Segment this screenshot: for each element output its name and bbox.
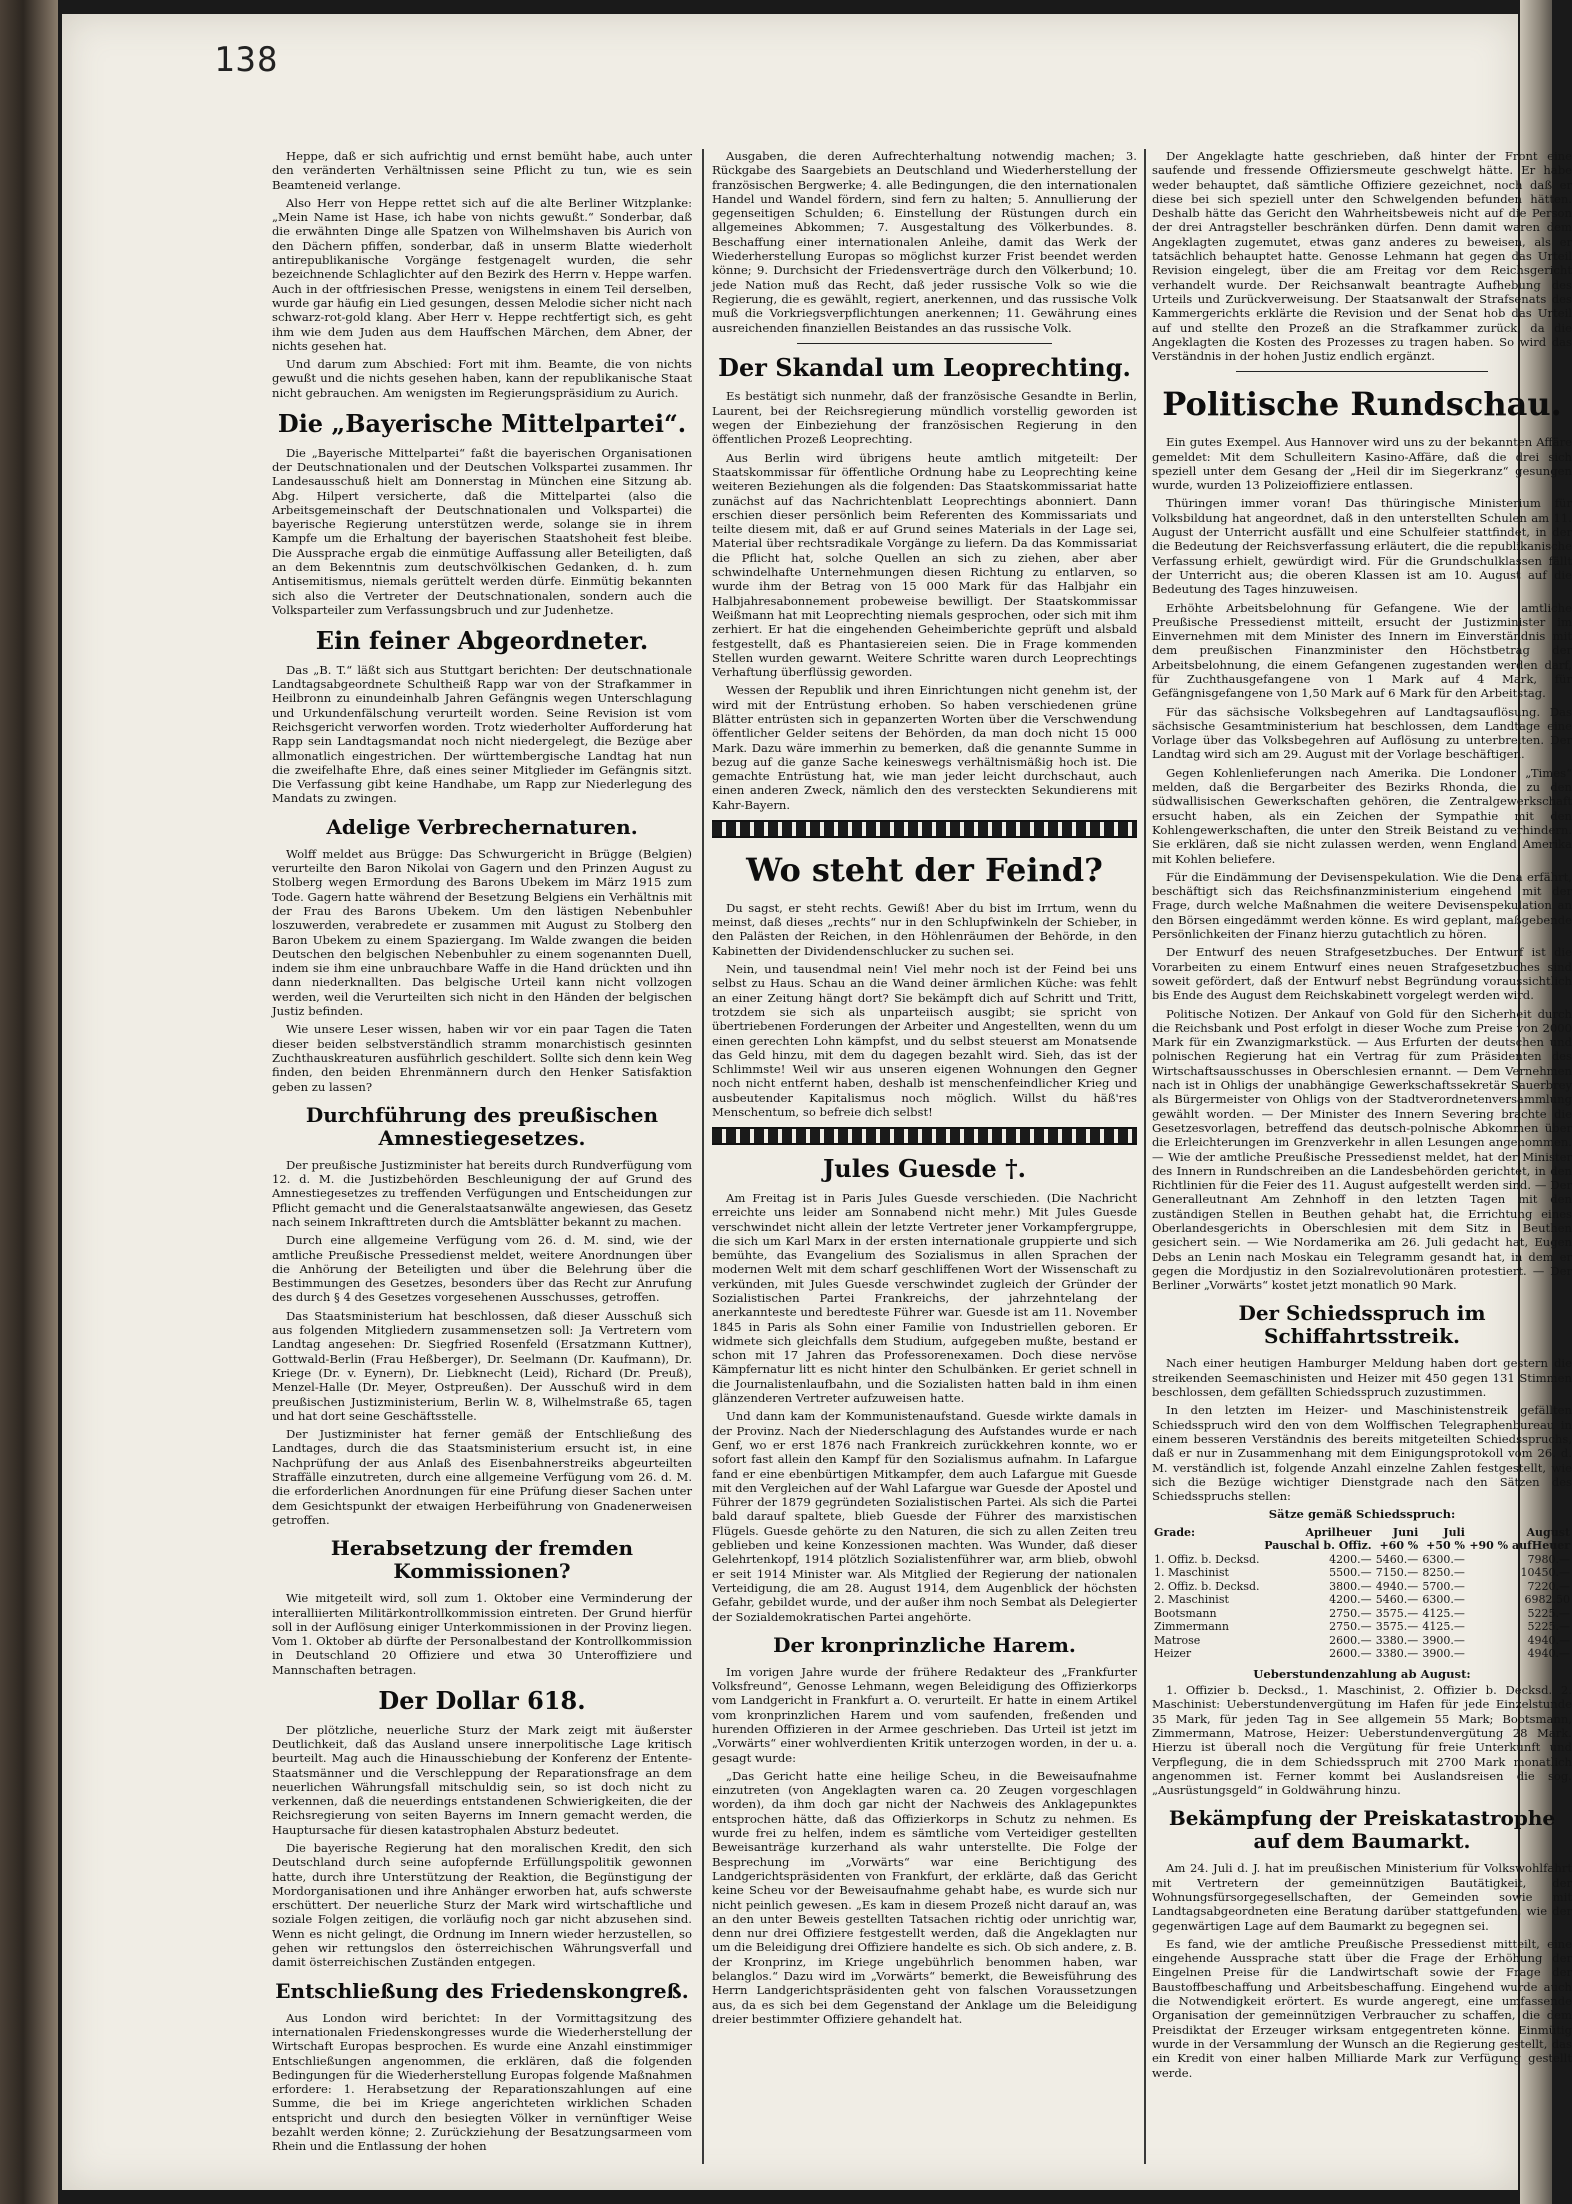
table-cell: 4200.— [1329,1552,1372,1566]
table-header-cell [1152,1539,1262,1553]
table-cell: 2600.— [1329,1633,1372,1647]
table-cell: 5460.— [1375,1552,1419,1566]
paragraph: Der Angeklagte hatte geschrieben, daß hinter der Front eine saufende und fressende Offiziersmeute geschwelgt hätte. Er habe weder behauptet, daß sämtliche Offiziere gezeichnet, noch daß er diese bei sich speziell unter den Schwelgenden befunden hätten. Deshalb hätte das Gericht den Wahrheitsbeweis nicht auf die Person der drei Antragsteller beschränken dürfen. Denn damit waren dem Angeklagten zugemutet, etwas ganz anderes zu beweisen, als er tatsächlich behauptet hatte. Genosse Lehmann hat gegen das Urteil Revision eingelegt, über die am Freitag vor dem Reichsgericht verhandelt wurde. Der Reichsanwalt beantragte Aufhebung des Urteils und Zurückverweisung. Der Staatsanwalt der Strafsenats des Kammergerichts erklärte die Revision und der Senat hob das Urteil auf und stellte den Prozeß an die Strafkammer zurück, da die Angeklagten die Kosten des Prozesses zu tragen haben. So wird das Verständnis in der hohen Justiz endlich ergänzt. [1152,149,1572,364]
paragraph: Und darum zum Abschied: Fort mit ihm. Beamte, die von nichts gewußt und die nichts gesehen haben, kann der republikanische Staat nicht gebrauchen. Am wenigsten im Regierungspräsidium zu Aurich. [272,357,692,400]
headline-amnestie: Durchführung des preußischen Amnestiegesetzes. [305,1102,659,1150]
paragraph: Wie mitgeteilt wird, soll zum 1. Oktober eine Verminderung der interalliierten Militärkontrollkommission eintreten. Der Grund hierfür soll in der Auflösung einiger Unterkommissionen in der Provinz liegen. Vom 1. Oktober ab dürfte der Personalbestand der Kontrollkommission in Deutschland 20 Offiziere und etwa 30 Unteroffiziere und Mannschaften betragen. [272,1591,692,1677]
wage-table-caption: Sätze gemäß Schiedsspruch: [1268,1507,1456,1522]
wage-table [1152,1526,1572,1661]
column-middle [712,149,1137,2164]
table-header-row [1152,1526,1572,1540]
table-cell: 3575.— [1375,1620,1419,1634]
table-cell: 5700.— [1422,1579,1465,1593]
paragraph: Politische Notizen. Der Ankauf von Gold für den Sicherheit durch die Reichsbank und Post erfolgt in dieser Woche zum Preise von 2000 Mark für ein Zwanzigmarkstück. — Aus Erfurten der deutschen und polnischen Regierung hat ein Vertrag für zum Präsidenten des Wirtschaftsausschusses in Oberschlesien ernannt. — Dem Vernehmen nach ist in Ohligs der unabhängige Gewerkschaftssekretär Sauerbrey als Bürgermeister von Ohligs von der Stadtverordnetenversammlung gewählt worden. — Der Minister des Innern Severing brachte die Gesetzesvorlagen, betreffend das deutsch-polnische Abkommen über die Erleichterungen im Grenzverkehr in allen Lesungen angenommen. — Wie der amtliche Preußische Pressedienst meldet, hat der Minister des Innern in Rundschreiben an die Landesbehörden gerichtet, in den Richtlinien für die Feier des 11. August aufgestellt werden sind. — Der Generalleutnant Am Zehnhoff in den letzten Tagen mit den zuständigen Stellen in Beuthen gehabt hat, die Errichtung eines Oberlandesgerichts in Oberschlesien mit dem Sitz in Beuthen gesichert sein. — Wie Nordamerika am 26. Juli gedacht hat, Eugen Debs an Lenin nach Moskau ein Telegramm gesandt hat, in dem er gegen die Mordjustiz in den Sozialrevolutionären protestiert. — Der Berliner „Vorwärts“ kostet jetzt monatlich 90 Mark. [1152,1006,1572,1293]
paragraph: Das Staatsministerium hat beschlossen, daß dieser Ausschuß sich aus folgenden Mitgliedern zusammensetzen soll: Ja Vertretern vom Landtag angesehen: Dr. Siegfried Rosenfeld (Ersatzmann Kuttner), Gottwald-Berlin (Frau Heßberger), Dr. Seelmann (Dr. Kaufmann), Dr. Kriege (Dr. v. Eynern), Dr. Liebknecht (Leid), Richard (Dr. Preuß), Menzel-Halle (Dr. Meyer, Ostpreußen). Der Ausschuß wird in dem preußischen Justizministerium, Berlin W. 8, Wilhelmstraße 65, tagen und hat dort seine Geschäftsstelle. [272,1308,692,1423]
ornament-rule [712,1127,1137,1145]
table-cell: 4940.— [1527,1647,1570,1661]
column-right [1152,149,1572,2164]
column-rule-left [702,149,704,2164]
table-row [1152,1647,1572,1661]
headline-guesde: Jules Guesde †. [822,1154,1027,1184]
paragraph: Nein, und tausendmal nein! Viel mehr noch ist der Feind bei uns selbst zu Haus. Schau an die Wand deiner ärmlichen Küche: was fehlt an einer Zeitung hängt dort? Sie bekämpft dich auf Schritt und Tritt, trotzdem sie sich als unparteiisch ausgibt; sie spricht von übertriebenen Forderungen der Arbeiter und Angestellten, wenn du um einen gerechten Lohn kämpfst, und du selbst steuerst am Monatsende das Geld hinzu, mit dem du dagegen bezahlt wird. Sieh, das ist der Schlimmste! Weil wir aus unseren eigenen Wohnungen den Gegner noch nicht entfernt haben, deshalb ist menschenfeindlicher Krieg und ausbeutender Kapitalismus noch möglich. Willst du häß'res Menschentum, so befreie dich selbst! [712,962,1137,1120]
newspaper-page [62,14,1572,2190]
headline-friedenskongress: Entschließung des Friedenskongreß. [275,1978,689,2003]
table-header-cell: +60 % [1379,1539,1419,1553]
table-cell: 7220.— [1527,1579,1570,1593]
table-cell: 5225.— [1527,1606,1570,1620]
headline-baumarkt: Bekämpfung der Preiskatastrophe auf dem Baumarkt. [1168,1806,1556,1854]
table-header-cell: Grade: [1154,1525,1196,1539]
paragraph: Das „B. T.“ läßt sich aus Stuttgart berichten: Der deutschnationale Landtagsabgeordnete Schultheiß Rapp war von der Strafkammer in Heilbronn zu einundeinhalb Jahren Gefängnis wegen Unterschlagung und Urkundenfälschung verurteilt worden. Seine Revision ist vom Reichsgericht verworfen worden. Trotz wiederholter Aufforderung hat Rapp sein Landtagsmandat noch nicht niedergelegt, die Bezüge aber allmonatlich eingestrichen. Der württembergische Landtag hat nun die zweifelhafte Ehre, daß eines seiner Mitglieder im Gefängnis sitzt. Die Verfassung gibt keine Handhabe, um Rapp zur Niederlegung des Mandats zu zwingen. [272,662,692,806]
paragraph: Am 24. Juli d. J. hat im preußischen Ministerium für Volkswohlfahrt mit Vertretern der gemeinnützigen Bautätigkeit, der Wohnungsfürsorgegesellschaften, der Gemeinden sowie mit Landtagsabgeordneten eine Beratung darüber stattgefunden, wie der gegenwärtigen Lage auf dem Baumarkt zu begegnen sei. [1152,1861,1572,1933]
paragraph: Die „Bayerische Mittelpartei“ faßt die bayerischen Organisationen der Deutschnationalen und der Deutschen Volkspartei zusammen. Ihr Landesausschuß hielt am Donnerstag in München eine Sitzung ab. Abg. Hilpert versicherte, daß die Mittelpartei (also die Arbeitsgemeinschaft der Deutschnationalen und Volkspartei) die bayerische Regierung unterstützen werde, solange sie in ihrem Kampfe um die Erhaltung der bayerischen Staatshoheit fest bleibe. Die Aussprache ergab die einmütige Auffassung aller Beteiligten, daß an dem Bekenntnis zum deutschvölkischen Gedanken, d. h. zum Antisemitismus, niemals gerüttelt werden dürfe. Einmütig bekannten sich also die Vertreter der Deutschnationalen, sondern auch die Volksparteiler zum Verfassungsbruch und zur Judenhetze. [272,445,692,617]
table-cell: 4125.— [1422,1620,1465,1634]
table-cell: 2750.— [1329,1606,1372,1620]
headline-skandal: Der Skandal um Leoprechting. [718,352,1131,382]
table-row [1152,1566,1572,1580]
headline-feind: Wo steht der Feind? [746,851,1103,890]
table-cell: 3900.— [1422,1633,1465,1647]
paragraph: Für die Eindämmung der Devisenspekulation. Wie die Dena erfährt, beschäftigt sich das Reichsfinanzministerium eingehend mit der Frage, durch welche Maßnahmen die weitere Devisenspekulation an den Börsen eingedämmt werden könne. Es wird geplant, maßgebende Persönlichkeiten der Finanz hierzu gutachtlich zu hören. [1152,869,1572,942]
paragraph: Aus London wird berichtet: In der Vormittagsitzung des internationalen Friedenskongresses wurde die Wiederherstellung der Wirtschaft Europas besprochen. Es wurde eine Anzahl einstimmiger Entschließungen angenommen, die erklären, daß die folgenden Bedingungen für die Wiederherstellung Europas folgende Maßnahmen erfordere: 1. Herabsetzung der Reparationszahlungen auf eine Summe, die bei im Kriege angerichteten wirklichen Schaden entspricht und durch den besiegten Völker in vernünftiger Weise bezahlt werden könne; 2. Zurückziehung der Besatzungsarmeen vom Rhein und die Entlassung der hohen [272,2010,692,2154]
paragraph: Der Entwurf des neuen Strafgesetzbuches. Der Entwurf ist die Vorarbeiten zu einem Entwurf eines neuen Strafgesetzbuches sind soweit gefördert, daß der Entwurf nebst Begründung voraussichtlich bis Ende des August dem Reichskabinett vorgelegt werden wird. [1152,945,1572,1003]
table-cell: 6300.— [1422,1593,1465,1607]
table-row [1152,1553,1572,1567]
paragraph: Du sagst, er steht rechts. Gewiß! Aber du bist im Irrtum, wenn du meinst, daß dieses „rechts“ nur in den Schlupfwinkeln der Schieber, in den Palästen der Reichen, in den Höhlenräumen der Behörde, in den Kabinetten der Dividendenschlucker zu suchen sei. [712,900,1137,958]
paragraph: Für das sächsische Volksbegehren auf Landtagsauflösung. Das sächsische Gesamtministerium hat beschlossen, dem Landtage eine Vorlage über das Volksbegehren auf Auflösung zu unterbreiten. Der Landtag wird sich am 29. August mit der Vorlage beschäftigen. [1152,704,1572,762]
paragraph: Nach einer heutigen Hamburger Meldung haben dort gestern die streikenden Seemaschinisten und Heizer mit 450 gegen 131 Stimmen beschlossen, dem gefällten Schiedsspruch zuzustimmen. [1152,1356,1572,1400]
paragraph: Erhöhte Arbeitsbelohnung für Gefangene. Wie der amtliche Preußische Pressedienst mitteilt, ersucht der Justizminister im Einvernehmen mit dem Minister des Innern im Einverständnis mit dem preußischen Finanzminister den Höchstbetrag der Arbeitsbelohnung, die einem Gefangenen zugestanden werden darf, für Zuchthausgefangene von 1 Mark auf 4 Mark, für Gefängnisgefangene von 1,50 Mark auf 6 Mark für den Arbeitstag. [1152,600,1572,701]
table-cell: Heizer [1154,1647,1192,1661]
paragraph: Thüringen immer voran! Das thüringische Ministerium für Volksbildung hat angeordnet, daß in den unterstellten Schulen am 11. August der Unterricht ausfällt und eine Schulfeier stattfindet, in der die Bedeutung der Reichsverfassung erläutert, die die republikanische Verfassung erhielt, gewürdigt wird. Für die Grundschulklassen fällt der Unterricht aus; die oberen Klassen ist am 10. August auf die Bedeutung des Tages hinzuweisen. [1152,496,1572,597]
table-header-cell: Juli [1443,1525,1465,1539]
table-cell: 10450.— [1520,1566,1570,1580]
table-cell: 7980.— [1527,1552,1570,1566]
table-cell: 7150.— [1375,1566,1419,1580]
table-cell: Zimmermann [1154,1620,1229,1634]
paragraph: Am Freitag ist in Paris Jules Guesde verschieden. (Die Nachricht erreichte uns leider am Sonnabend nicht mehr.) Mit Jules Guesde verschwindet nicht allein der letzte Vertreter jener Vorkampfergruppe, die sich um Karl Marx in der ersten internationale gruppierte und sich bemühte, das Evangelium des Sozialismus in allen Sprachen der modernen Welt mit dem scharf geschliffenen Wort der Wissenschaft zu verkünden, mit Jules Guesde verschwindet zugleich der Gründer der Sozialistischen Partei Frankreichs, der jahrzehntelang der anerkannteste und beredteste Führer war. Guesde ist am 11. November 1845 in Paris als Sohn einer Familie von Industriellen geboren. Er widmete sich gleichfalls dem Studium, aufgegeben mußte, bestand er schon mit 17 Jahren das Professorenexamen. Doch diese nervöse Kämpfernatur litt es nicht hinter den Schulbänken. Er geriet schnell in die Journalistenlaufbahn, und die Sozialisten hatten bald in ihm einen glänzenderen Vertreter aufzuweisen hatte. [712,1190,1137,1406]
table-cell: 2. Maschinist [1154,1593,1229,1607]
table-cell: 3380.— [1375,1633,1419,1647]
table-cell: 2. Offiz. b. Decksd. [1154,1579,1260,1593]
separator [797,343,1052,344]
table-cell: 2600.— [1329,1647,1372,1661]
intro-article [272,149,692,400]
paragraph: Gegen Kohlenlieferungen nach Amerika. Die Londoner „Times“ melden, daß die Bergarbeiter des Bezirks Rhonda, die zu den südwallisischen Gewerkschaften gehören, die Zentralgewerkschaft ersucht haben, als ein Zeichen der Sympathie mit den Kohlengewerkschaften, die unter den Streik Beistand zu verhindern. Sie erklären, daß sie nicht zulassen werden, wenn England Amerika mit Kohlen beliefere. [1152,765,1572,866]
table-cell: 6300.— [1422,1552,1465,1566]
table-cell: 4200.— [1329,1593,1372,1607]
page-number: 138 [214,40,279,80]
paragraph: In den letzten im Heizer- und Maschinistenstreik gefällten Schiedsspruch wird den von dem Wolffischen Telegraphenbureau in einem besseren Verständnis des bereits mitgeteilten Schiedsspruchs, daß er nur in Zusammenhang mit dem Einigungsprotokoll vom 26. d. M. verständlich ist, folgende Anzahl einzelne Zahlen festgestellt, wie sich die Bezüge wichtiger Dienstgrade nach den Sätzen des Schiedsspruchs stellen: [1152,1403,1572,1504]
headline-schiedsspruch: Der Schiedsspruch im Schiffahrtsstreik. [1238,1301,1486,1349]
table-header-cell: Aprilheuer [1305,1525,1372,1539]
paragraph: Heppe, daß er sich aufrichtig und ernst bemüht habe, auch unter den veränderten Verhältnissen seine Pflicht zu tun, wie es sein Beamteneid verlange. [272,149,692,192]
paragraph: Die bayerische Regierung hat den moralischen Kredit, den sich Deutschland durch seine aufopfernde Erfüllungspolitik gewonnen hatte, durch ihre Unterstützung der Reaktion, die Begünstigung der Mordorganisationen und ihre Anhänger erworben hat, aufs schwerste erschüttert. Der neuerliche Sturz der Mark wird wirtschaftliche und soziale Folgen zeitigen, die vorläufig noch gar nicht abzusehen sind. Wenn es nicht gelingt, die Ordnung im Innern wieder herzustellen, so gehen wir rettungslos den österreichischen Währungsverfall und damit österreichischen Zuständen entgegen. [272,1840,692,1970]
table-cell: 8250.— [1422,1566,1465,1580]
table-header-cell: Juni [1392,1525,1419,1539]
table-cell: 1. Maschinist [1154,1566,1229,1580]
separator [1236,371,1488,372]
paragraph: Der preußische Justizminister hat bereits durch Rundverfügung vom 12. d. M. die Justizbehörden Beschleunigung der auf Grund des Amnestiegesetzes zu treffenden Verfügungen und Entscheidungen zur Pflicht gemacht und die Generalstaatsanwälte angewiesen, das Gesetz nach seinem Inkrafttreten durch die Amtsblätter bekannt zu machen. [272,1157,692,1229]
paragraph: Wessen der Republik und ihren Einrichtungen nicht genehm ist, der wird mit der Entrüstung erhoben. So haben verschiedenen grüne Blätter entrüsten sich in gepanzerten Worten über die Verschwendung öffentlicher Gelder seitens der Behörden, da man doch nicht 15 000 Mark. Dazu wäre immerhin zu bemerken, daß die genannte Summe in bezug auf die ganze Sache keineswegs verhältnismäßig hoch ist. Die gemachte Entrüstung hat, wie man jeder leicht durchschaut, auch einen anderen Zweck, nämlich den des versteckten Sekundierens mit Kahr-Bayern. [712,683,1137,812]
paragraph: Aus Berlin wird übrigens heute amtlich mitgeteilt: Der Staatskommissar für öffentliche Ordnung habe zu Leoprechting keine weiteren Beziehungen als die folgenden: Das Staatskommissariat hatte zunächst auf das Nachrichtenblatt Leoprechtings abonniert. Dann erschien dieser persönlich beim Referenten des Kommissariats und teilte diesem mit, daß er auf Grund seines Materials in der Lage sei, Material über rechtsradikale Vorgänge zu liefern. Da das Kommissariat die Pflicht hat, solche Quellen an sich zu ziehen, aber aber schwindelhafte Unternehmungen diesen Richtung zu entlarven, so wurde ihm der Betrag von 15 000 Mark für das Halbjahr ein Halbjahresabonnement probeweise bewilligt. Der Staatskommissar Weißmann hat mit Leoprechting niemals gesprochen, oder sich mit ihm zerhiert. Er hat die eingehenden Geheimberichte geprüft und alsbald festgestellt, daß es Phantasiereien seien. Die in Frage kommenden Stellen wurden gewarnt. Weitere Schritte waren durch Leoprechtings Verhaftung überflüssig geworden. [712,450,1137,680]
table-row [1152,1580,1572,1594]
headline-kommissionen: Herabsetzung der fremden Kommissionen? [330,1536,634,1584]
table-header-cell: Pauschal b. Offiz. [1264,1539,1372,1553]
headline-dollar: Der Dollar 618. [378,1686,586,1716]
table-subheader-row [1152,1539,1572,1553]
table-row [1152,1593,1572,1607]
paragraph: Der Justizminister hat ferner gemäß der Entschließung des Landtages, durch die das Staatsministerium ersucht ist, in eine Nachprüfung der aus Anlaß des Eisenbahnerstreiks abgeurteilten Straffälle einzutreten, durch eine allgemeine Verfügung vom 26. d. M. die erforderlichen Anordnungen für eine Prüfung dieser Sachen unter dem Gesichtspunkt der etwaigen Herbeiführung von Gnadenerweisen getroffen. [272,1427,692,1527]
headline-harem: Der kronprinzliche Harem. [773,1632,1076,1657]
table-cell: 6982.50 [1524,1593,1570,1607]
headline-abgeordneter: Ein feiner Abgeordneter. [315,626,649,656]
paragraph: Wie unsere Leser wissen, haben wir vor ein paar Tagen die Taten dieser beiden selbstverständlich stramm monarchistisch gesinnten Zuchthauskreaturen ausführlich geschildert. Sollte sich denn kein Weg finden, den beiden Ehrenmännern durch den Henker Satisfaktion geben zu lassen? [272,1022,692,1094]
table-cell: 5500.— [1329,1566,1372,1580]
table-header-cell: +50 % [1426,1539,1465,1553]
paragraph: Im vorigen Jahre wurde der frühere Redakteur des „Frankfurter Volksfreund“, Genosse Lehmann, wegen Beleidigung des Offizierkorps vom Landgericht in Frankfurt a. O. verurteilt. Er hatte in einem Artikel vom kronprinzlichen Harem und vom saufenden, freßenden und hurenden Offizieren in der Armee geschrieben. Das Urteil ist jetzt im „Vorwärts“ einer wohlverdienten Kritik unterzogen worden, in der u. a. gesagt wurde: [712,1664,1137,1765]
paragraph: Es bestätigt sich nunmehr, daß der französische Gesandte in Berlin, Laurent, bei der Reichsregierung mündlich vorstellig geworden ist wegen der Einbeziehung der französischen Regierung in den öffentlichen Prozeß Leoprechting. [712,389,1137,447]
column-rule-right [1144,149,1146,2164]
paragraph: Ein gutes Exempel. Aus Hannover wird uns zu der bekannten Affäre gemeldet: Mit dem Schulleitern Kasino-Affäre, daß die drei sich speziell unter dem Gesang der „Heil dir im Siegerkranz“ gesungen wurde, wurden 13 Polizeioffiziere entlassen. [1152,435,1572,493]
table-cell: 3380.— [1375,1647,1419,1661]
table-cell: 4940.— [1375,1579,1419,1593]
table-row [1152,1620,1572,1634]
table-header-cell: +90 % aufHeuer [1469,1539,1570,1553]
table-cell: 5225.— [1527,1620,1570,1634]
table-cell: 2750.— [1329,1620,1372,1634]
table-cell: 3575.— [1375,1606,1419,1620]
paragraph: Ausgaben, die deren Aufrechterhaltung notwendig machen; 3. Rückgabe des Saargebiets an Deutschland und Wiederherstellung der französischen Bergwerke; 4. alle Bedingungen, die den internationalen Handel und Wandel fördern, sind fern zu halten; 5. Annullierung der gegenseitigen Schulden; 6. Einstellung der Rüstungen durch ein allgemeines Abkommen; 7. Ausgestaltung des Völkerbundes. 8. Beschaffung einer internationalen Anleihe, damit das Werk der Wiederherstellung Europas so möglichst kurzer Frist beendet werden könne; 9. Durchsicht der Friedensverträge durch den Völkerbund; 10. jede Nation muß das Recht, daß jeder russische Volk so wie die Regierung, die es gewählt, regiert, anerkennen, und das russische Volk muß die Vorkriegsverpflichtungen anerkennen; 11. Gewährung eines ausreichenden finanziellen Beistandes an das russische Volk. [712,149,1137,335]
paragraph: Der plötzliche, neuerliche Sturz der Mark zeigt mit äußerster Deutlichkeit, daß das Ausland unsere innerpolitische Lage kritisch beurteilt. Mag auch die Hinausschiebung der Konferenz der Entente-Staatsmänner und die Verschleppung der Reparationsfrage an dem neuerlichen Währungsfall mitschuldig sein, so ist doch nicht zu verkennen, daß die neuerdings entstandenen Schwierigkeiten, die der Reichsregierung von seiten Bayerns im Innern gemacht werden, die Hauptursache für diesen katastrophalen Absturz bedeutet. [272,1722,692,1837]
paragraph: 1. Offizier b. Decksd., 1. Maschinist, 2. Offizier b. Decksd. 2. Maschinist: Ueberstundenvergütung im Hafen für jede Einzelstunde 35 Mark, für jeden Tag in See allgemein 55 Mark; Bootsmann, Zimmermann, Matrose, Heizer: Ueberstundenvergütung 28 Mark. Hierzu ist überall noch die Vergütung für freie Unterkunft und Verpflegung, die in dem Schiedsspruch mit 2700 Mark monatlich angenommen ist. Ferner kommt bei Auslandsreisen die sog. „Ausrüstungsgeld“ in Goldwährung hinzu. [1152,1683,1572,1798]
table-cell: 5460.— [1375,1593,1419,1607]
table-cell: 3800.— [1329,1579,1372,1593]
paragraph: Und dann kam der Kommunistenaufstand. Guesde wirkte damals in der Provinz. Nach der Niederschlagung des Aufstandes wurde er nach Genf, wo er erst 1876 nach Frankreich zurückkehren konnte, wo er sofort fast allein den Kampf für den Sozialismus aufnahm. In Lafargue fand er eine ebenbürtigen Mitkampfer, dem auch Lafargue mit Guesde mit den Vergleichen auf der Wahl Lafargue war Guesde der Apostel und Führer der 1879 gegründeten Sozialistischen Partei. Als sich die Partei bald darauf spaltete, blieb Guesde der Führer des marxistischen Flügels. Guesde gehörte zu den Naturen, die sich zu allen Zeiten treu geblieben und keine Konzessionen machten. Was Wunder, daß dieser Gelehrtenkopf, 1914 plötzlich Sozialistenführer war, arm blieb, obwohl er seit 1914 Minister war. Als Mitglied der Regierung der nationalen Verteidigung, die am 28. August 1914, dem Augenblick der höchsten Gefahr, gebildet wurde, und der außer ihm noch Sembat als Delegierter der Sozialdemokratischen Partei angehörte. [712,1409,1137,1624]
table-cell: Matrose [1154,1633,1201,1647]
headline-rundschau: Politische Rundschau. [1162,385,1562,424]
headline-adelige: Adelige Verbrechernaturen. [326,814,638,839]
table-cell: 4125.— [1422,1606,1465,1620]
table-row [1152,1607,1572,1621]
table-cell: Bootsmann [1154,1606,1217,1620]
paragraph: Es fand, wie der amtliche Preußische Pressedienst mitteilt, eine eingehende Aussprache statt über die Frage der Erhöhung der Eingelnen Preise für die Landwirtschaft sowie der Frage der Baustoffbeschaffung und Arbeitsbeschaffung. Eingehend wurde auch die Notwendigkeit erörtert. Es wurde angeregt, eine umfassende Organisation der gemeinnützigen Verbraucher zu schaffen, die dem Preisdiktat der Erzeuger wirksam entgegentreten könne. Einmütig wurde in der Versammlung der Wunsch an die Regierung gestellt, das ein Kredit von einer halben Milliarde Mark zur Verfügung gestellt werde. [1152,1936,1572,2080]
paragraph: Wolff meldet aus Brügge: Das Schwurgericht in Brügge (Belgien) verurteilte den Baron Nikolai von Gagern und den Prinzen August zu Stolberg wegen Ermordung des Barons Ubekem im März 1915 zum Tode. Gagern hatte während der Besetzung Belgiens ein Verhältnis mit der Frau des Barons Ubekem. Um den lästigen Nebenbuhler loszuwerden, verabredete er zusammen mit August zu Stolberg den Baron Ubekem zu einem Spaziergang. Im Walde zwangen die beiden Deutschen den belgischen Nebenbuhler zu einem sogenannten Duell, indem sie ihm eine unbrauchbare Waffe in die Hand drückten und ihn dann niederknallten. Das belgische Urteil kann nicht vollzogen werden, weil die Verurteilten sich nicht in den Händen der belgischen Justiz befinden. [272,846,692,1019]
paragraph: „Das Gericht hatte eine heilige Scheu, in die Beweisaufnahme einzutreten (von Angeklagten waren ca. 20 Zeugen vorgeschlagen worden), da ihm doch gar nicht der Nachweis des Anklagepunktes entsprochen hätte, daß das Offizierkorps in Schutz zu nehmen. Es wurde frei zu helfen, indem es sämtliche vom Verteidiger gestellten Beweisanträge kurzerhand als wahr unterstellte. Die Folge der Besprechung im „Vorwärts“ war eine Berichtigung des Landgerichtspräsidenten von Frankfurt, der erklärte, daß das Gericht keine Scheu vor der Beweisaufnahme gehabt habe, es wurde sich nur nicht peinlich gewesen. „Es kam in diesem Prozeß nicht darauf an, was an den unter Beweis gestellten Tatsachen richtig oder unrichtig war, denn nur drei Offiziere festgestellt werden, daß die Angeklagten nur um die Beleidigung drei Offiziere handelte es sich. Ob sich andere, z. B. der Kronprinz, im Kriege ungebührlich benommen haben, war belanglos.“ Dazu wird im „Vorwärts“ bemerkt, die Beweisführung des Herrn Landgerichtspräsidenten geht von falschen Voraussetzungen aus, da es sich bei dem Gegenstand der Anklage um die Beleidigung dreier bestimmter Offiziere gehandelt hat. [712,1768,1137,2026]
paragraph: Durch eine allgemeine Verfügung vom 26. d. M. sind, wie der amtliche Preußische Pressedienst meldet, weitere Anordnungen über die Anhörung der Beteiligten und über die Belehrung über die Bestimmungen des Gesetzes, besonders über das Recht zur Anrufung des durch § 4 des Gesetzes vorgesehenen Ausschusses, getroffen. [272,1233,692,1305]
book-binding [0,0,58,2204]
ornament-rule [712,820,1137,838]
table-cell: 1. Offiz. b. Decksd. [1154,1552,1260,1566]
table-row [1152,1634,1572,1648]
overtime-caption: Ueberstundenzahlung ab August: [1253,1666,1471,1681]
column-left [272,149,692,2164]
table-cell: 4940.— [1527,1633,1570,1647]
table-cell: 3900.— [1422,1647,1465,1661]
headline-bayerische-mittelpartei: Die „Bayerische Mittelpartei“. [277,409,687,439]
paragraph: Also Herr von Heppe rettet sich auf die alte Berliner Witzplanke: „Mein Name ist Hase, ich habe von nichts gewußt.“ Sonderbar, daß die erwähnten Dinge alle Spatzen von Wilhelmshaven bis Aurich von den Dächern pfiffen, sonderbar, daß in unserm Blatte wiederholt antirepublikanische Vorgänge festgenagelt wurden, die sehr bezeichnende Schlaglichter auf den Bezirk des Herrn v. Heppe warfen. Auch in der oftfriesischen Presse, wenigstens in einem Teil derselben, wurde gar häufig ein Lied gesungen, dessen Melodie sicher nicht nach schwarz-rot-gold klang. Aber Herr v. Heppe rechtfertigt sich, es geht ihm wie dem Juden aus dem Hauffschen Märchen, dem Abner, der nichts gesehen hat. [272,195,692,353]
table-header-cell: August [1526,1525,1570,1539]
